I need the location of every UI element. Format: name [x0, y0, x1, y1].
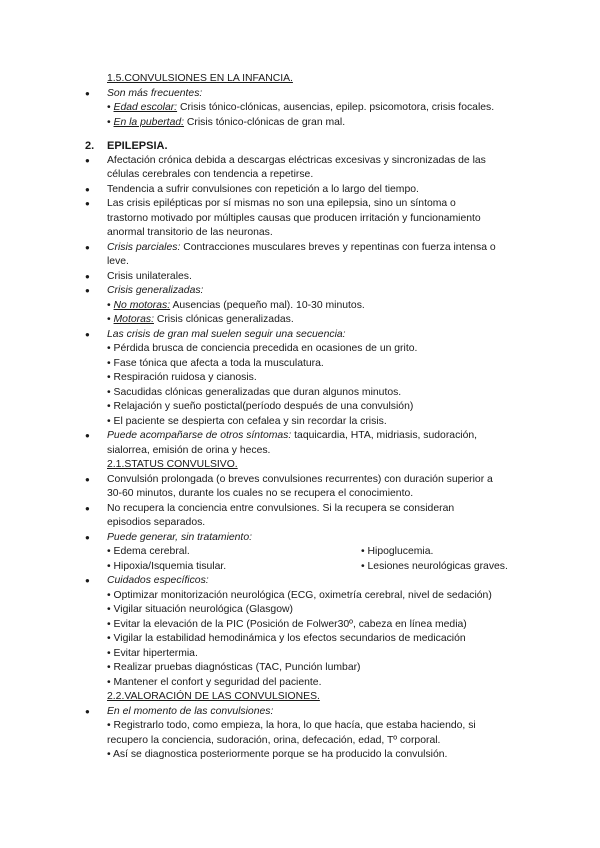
- epilepsy-definition-1-cont: células cerebrales con tendencia a repetirse.: [107, 169, 314, 180]
- untreated-row: [0, 560, 600, 575]
- list-item: • Optimizar monitorización neurológica (ECG, oximetría cerebral, nivel de sedación): [107, 589, 492, 601]
- list-item: • Evitar hipertermia.: [107, 647, 198, 659]
- status-definition-2: ● No recupera la conciencia entre convulsiones. Si la recupera se consideran: [0, 502, 600, 517]
- list-item: • Pérdida brusca de conciencia precedida en ocasiones de un grito.: [107, 343, 418, 354]
- other-symptoms: ● Puede acompañarse de otros síntomas: taquicardia, HTA, midriasis, sudoración,: [0, 429, 600, 444]
- section-2-2-title: 2.2.VALORACIÓN DE LAS CONVULSIONES.: [107, 691, 320, 702]
- status-definition-2-cont: episodios separados.: [107, 517, 206, 528]
- status-definition-1-cont: 30-60 minutos, durante los cuales no se recupera el conocimiento.: [107, 488, 414, 499]
- status-definition-1: ● Convulsión prolongada (o breves convulsiones recurrentes) con duración superior a: [0, 473, 600, 488]
- list-item: • Hipoglucemia.: [361, 546, 434, 557]
- document-page: [0, 72, 600, 763]
- epilepsy-definition-3-cont: trastorno motivado por múltiples causas que producen irritación y funcionamiento: [107, 212, 481, 224]
- list-item: • Realizar pruebas diagnósticas (TAC, Punción lumbar): [107, 662, 361, 673]
- section-2-heading: 2. EPILEPSIA.: [85, 140, 168, 152]
- other-symptoms-cont: sialorrea, emisión de orina y heces.: [107, 444, 271, 456]
- epilepsy-definition-3: ● Las crisis epilépticas por sí mismas no son una epilepsia, sino un síntoma o: [0, 197, 600, 212]
- list-item: • Mantener el confort y seguridad del paciente.: [107, 676, 322, 688]
- list-item: • Lesiones neurológicas graves.: [361, 560, 508, 572]
- care-label: ● Cuidados específicos:: [0, 574, 600, 589]
- moment-label: ● En el momento de las convulsiones:: [0, 705, 600, 720]
- section-1-5-title: 1.5.CONVULSIONES EN LA INFANCIA.: [107, 73, 293, 84]
- list-item: • Sacudidas clónicas generalizadas que duran algunos minutos.: [107, 386, 402, 398]
- list-item: • Evitar la elevación de la PIC (Posición de Folwer30º, cabeza en línea media): [107, 618, 467, 630]
- generalized-label: ● Crisis generalizadas:: [0, 284, 600, 299]
- sequence-label: ● Las crisis de gran mal suelen seguir una secuencia:: [0, 328, 600, 343]
- list-item: • Motoras: Crisis clónicas generalizadas.: [107, 314, 294, 325]
- epilepsy-definition-2: ● Tendencia a sufrir convulsiones con repetición a lo largo del tiempo.: [0, 183, 600, 198]
- list-item: • Respiración ruidosa y cianosis.: [107, 372, 257, 383]
- frequent-label: ● Son más frecuentes:: [0, 87, 600, 102]
- partial-seizures: ● Crisis parciales: Contracciones musculares breves y repentinas con fuerza intensa o: [0, 241, 600, 256]
- section-2-1-title: 2.1.STATUS CONVULSIVO.: [107, 459, 238, 470]
- unilateral-seizures: ● Crisis unilaterales.: [0, 270, 600, 285]
- list-item: • El paciente se despierta con cefalea y sin recordar la crisis.: [107, 415, 387, 427]
- list-item: • No motoras: Ausencias (pequeño mal). 10-30 minutos.: [107, 299, 365, 311]
- list-item: • Edema cerebral.: [107, 546, 190, 557]
- list-item-cont: recupero la conciencia, sudoración, orina, defecación, edad, Tº corporal.: [107, 734, 441, 746]
- epilepsy-definition-1: ● Afectación crónica debida a descargas eléctricas excesivas y sincronizadas de las: [0, 154, 600, 169]
- list-item: • Relajación y sueño postictal(período después de una convulsión): [107, 401, 414, 412]
- list-item: • Edad escolar: Crisis tónico-clónicas, ausencias, epilep. psicomotora, crisis focales.: [107, 102, 495, 113]
- epilepsy-definition-3-cont: anormal transitorio de las neuronas.: [107, 227, 273, 238]
- list-item: • Fase tónica que afecta a toda la musculatura.: [107, 357, 324, 369]
- list-item: • Vigilar situación neurológica (Glasgow): [107, 604, 293, 615]
- list-item: • En la pubertad: Crisis tónico-clónicas de gran mal.: [107, 116, 346, 128]
- list-item: • Así se diagnostica posteriormente porque se ha producido la convulsión.: [107, 749, 448, 760]
- partial-seizures-cont: leve.: [107, 256, 129, 267]
- untreated-row: [0, 545, 600, 560]
- list-item: • Vigilar la estabilidad hemodinámica y los efectos secundarios de medicación: [107, 633, 466, 644]
- list-item: • Hipoxia/Isquemia tisular.: [107, 560, 227, 572]
- untreated-label: ● Puede generar, sin tratamiento:: [0, 531, 600, 546]
- list-item: • Registrarlo todo, como empieza, la hora, lo que hacía, que estaba haciendo, si: [107, 720, 476, 731]
